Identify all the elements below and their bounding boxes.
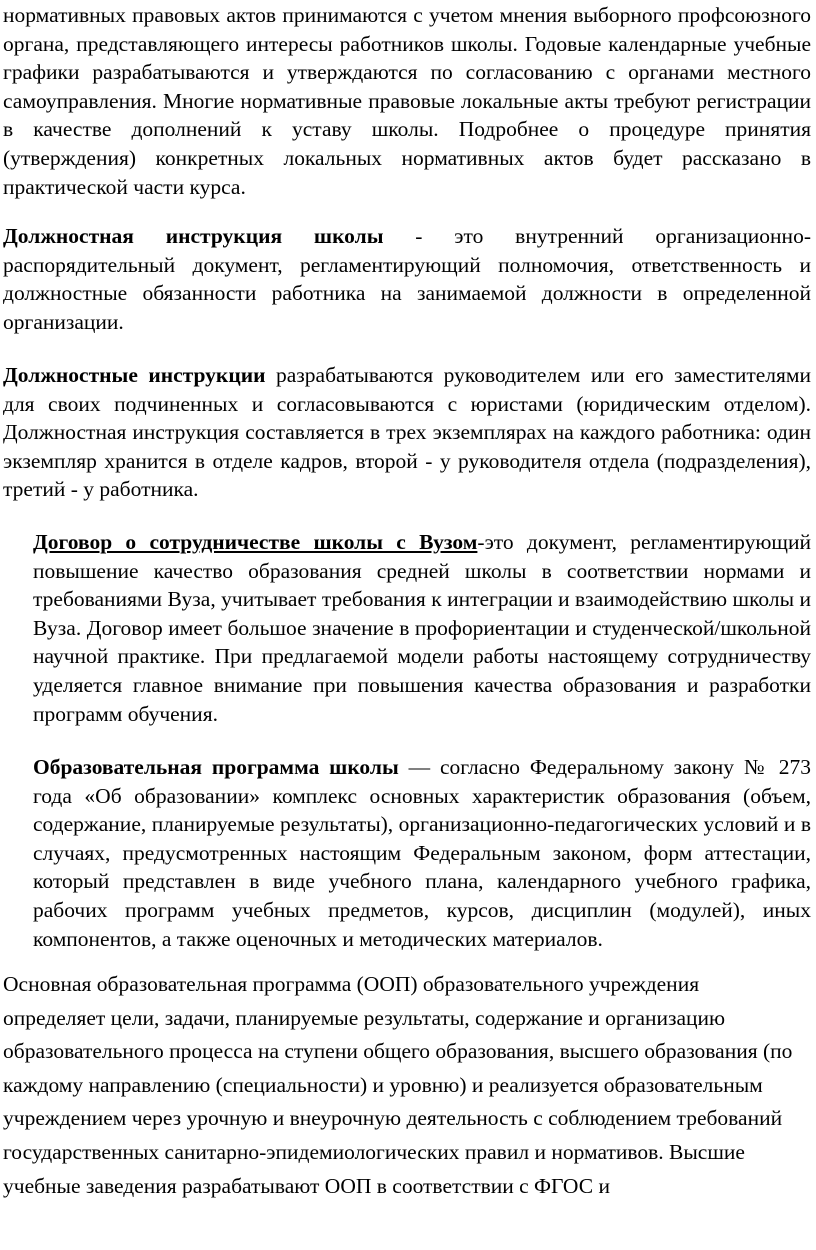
term-job-descriptions: Должностные инструкции [3,363,266,387]
paragraph-main-educational-program: Основная образовательная программа (ООП) образовательного учреждения определяет цели, задачи, планируемые результаты, содержание и организацию образовательного процесса на ступени общего образования, высшего образования (по каждому направлению (специальности) и уровню) и реализуется образовательным учреждением через урочную и внеурочную деятельность с соблюдением требований государственных санитарно-эпидемиологических правил и нормативов. Высшие учебные заведения разрабатывают ООП в соответствии с ФГОС и [3,972,793,1198]
term-educational-program: Образовательная программа школы [33,755,399,779]
paragraph-job-descriptions-development [3,361,811,504]
paragraph-local-acts: нормативных правовых актов принимаются с учетом мнения выборного профсоюзного органа, представляющего интересы работников школы. Годовые календарные учебные графики разрабатываются и утверждаются по согласованию с органами местного самоуправления. Многие нормативные правовые локальные акты требуют регистрации в качестве дополнений к уставу школы. Подробнее о процедуре принятия (утверждения) конкретных локальных нормативных актов будет рассказано в практической части курса. [3,3,811,199]
paragraph-educational-program [33,753,811,953]
university-agreement-text: -это документ, регламентирующий повышение качество образования средней школы в соответствии нормами и требованиями Вуза, учитывает требования к интеграции и взаимодействию школы и Вуза. Договор имеет большое значение в профориентации и студенческой/школьной научной практике. При предлагаемой модели работы настоящему сотрудничеству уделяется главное внимание при повышения качества образования и разработки программ обучения. [33,530,811,726]
educational-program-text: — согласно Федеральному закону № 273 года «Об образовании» комплекс основных характеристик образования (объем, содержание, планируемые результаты), организационно-педагогических условий и в случаях, предусмотренных настоящим Федеральным законом, форм аттестации, который представлен в виде учебного плана, календарного учебного графика, рабочих программ учебных предметов, курсов, дисциплин (модулей), иных компонентов, а также оценочных и методических материалов. [33,755,811,951]
job-descriptions-text: разрабатываются руководителем или его заместителями для своих подчиненных и согласовываются с юристами (юридическим отделом). Должностная инструкция составляется в трех экземплярах на каждого работника: один экземпляр хранится в отделе кадров, второй - у руководителя отдела (подразделения), третий - у работника. [3,363,811,502]
paragraph-job-description-definition [3,222,811,336]
term-job-description: Должностная инструкция школы [3,224,384,248]
paragraph-university-agreement [33,528,811,728]
term-separator: - [383,224,455,248]
term-university-agreement: Договор о сотрудничестве школы с Вузом [33,530,478,554]
job-description-definition-text: это внутренний организационно-распорядительный документ, регламентирующий полномочия, ответственность и должностные обязанности работника на занимаемой должности в определенной организации. [3,224,811,334]
